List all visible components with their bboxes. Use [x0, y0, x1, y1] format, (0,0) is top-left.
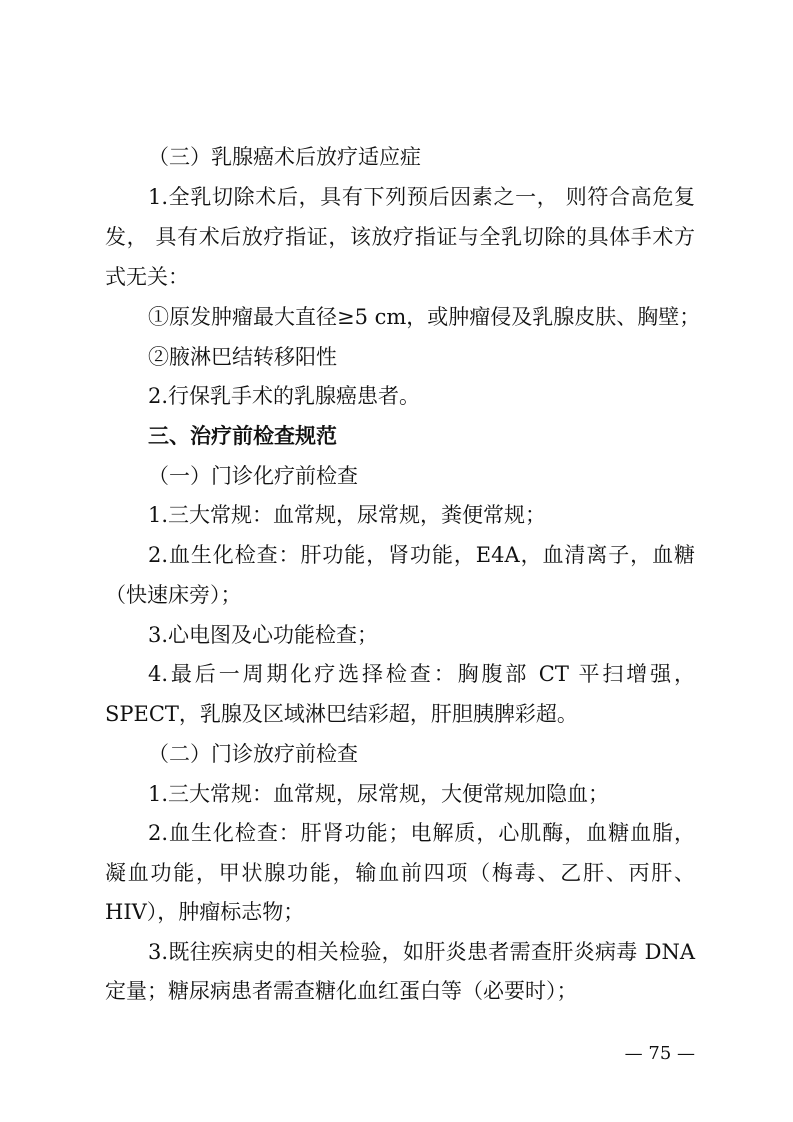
paragraph-line: （快速床旁）；: [105, 583, 242, 607]
section-heading-3: （三）乳腺癌术后放疗适应症: [148, 145, 421, 169]
list-item: ①原发肿瘤最大直径≥5 cm，或肿瘤侵及乳腺皮肤、胸壁；: [148, 305, 701, 329]
paragraph-line: 3.既往疾病史的相关检验，如肝炎患者需查肝炎病毒 DNA: [148, 940, 695, 964]
paragraph-line: 4.最后一周期化疗选择检查：胸腹部 CT 平扫增强，: [148, 662, 695, 686]
paragraph-line: 1.三大常规：血常规，尿常规，粪便常规；: [148, 503, 547, 527]
paragraph-line: 3.心电图及心功能检查；: [148, 623, 379, 647]
paragraph-line: 2.血生化检查：肝肾功能；电解质，心肌酶，血糖血脂，: [148, 821, 695, 845]
paragraph-line: SPECT，乳腺及区域淋巴结彩超，肝胆胰脾彩超。: [105, 702, 578, 726]
paragraph-line: 发， 具有术后放疗指证，该放疗指证与全乳切除的具体手术方: [105, 225, 695, 249]
paragraph-line: 2.血生化检查：肝功能，肾功能，E4A，血清离子，血糖: [148, 543, 695, 567]
paragraph-line: 凝血功能，甲状腺功能，输血前四项（梅毒、乙肝、丙肝、: [105, 861, 695, 885]
paragraph-line: HIV），肿瘤标志物；: [105, 900, 305, 924]
paragraph-line: 式无关：: [105, 265, 189, 289]
section-heading-1: （一）门诊化疗前检查: [148, 464, 358, 488]
paragraph-line: 2.行保乳手术的乳腺癌患者。: [148, 384, 421, 408]
paragraph-line: 1.三大常规：血常规，尿常规，大便常规加隐血；: [148, 782, 610, 806]
section-heading-2: （二）门诊放疗前检查: [148, 742, 358, 766]
page-number: — 75 —: [624, 1043, 695, 1064]
list-item: ②腋淋巴结转移阳性: [148, 345, 337, 369]
paragraph-line: 1.全乳切除术后，具有下列预后因素之一， 则符合高危复: [148, 185, 695, 209]
chapter-heading: 三、治疗前检查规范: [148, 423, 337, 448]
paragraph-line: 定量；糖尿病患者需查糖化血红蛋白等（必要时）；: [105, 979, 578, 1003]
